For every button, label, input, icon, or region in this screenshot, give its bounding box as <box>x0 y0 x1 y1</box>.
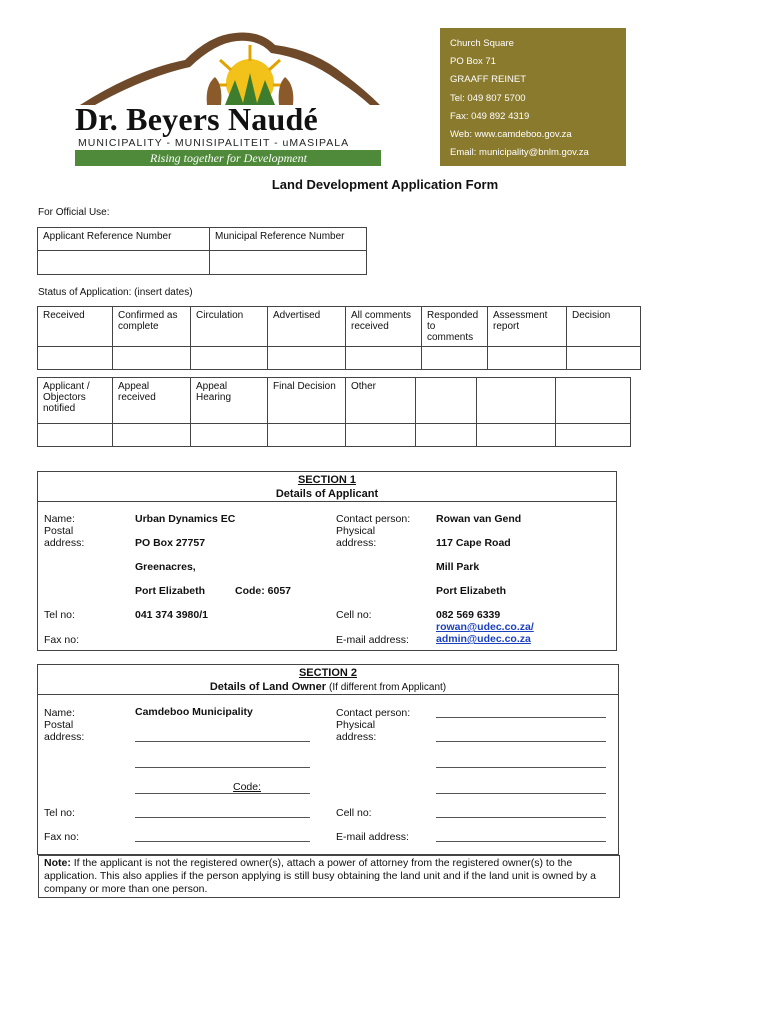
owner-email-field[interactable] <box>436 841 606 842</box>
owner-cell-field[interactable] <box>436 817 606 818</box>
applicant-postal-2[interactable]: Greenacres, <box>135 561 196 573</box>
applicant-name[interactable]: Urban Dynamics EC <box>135 513 236 525</box>
section-land-owner <box>37 664 619 855</box>
owner-fax-field[interactable] <box>135 841 310 842</box>
status-header: Circulation <box>191 307 268 347</box>
status-table-2 <box>37 377 631 447</box>
contact-line: Church Square <box>450 38 514 49</box>
tel-value[interactable]: 041 374 3980/1 <box>135 609 208 621</box>
owner-name[interactable]: Camdeboo Municipality <box>135 706 253 718</box>
form-title: Land Development Application Form <box>271 177 499 192</box>
status-date-field[interactable] <box>113 347 191 370</box>
physical-address-1[interactable]: 117 Cape Road <box>436 537 511 549</box>
status-date-field[interactable] <box>346 347 422 370</box>
physical-label: Physical <box>336 525 376 537</box>
owner-physical-field-2[interactable] <box>436 767 606 768</box>
contact-person-label: Contact person: <box>336 513 411 525</box>
status-header <box>556 378 631 424</box>
status-header: Applicant / Objectors notified <box>38 378 113 424</box>
section-2-title: SECTION 2 <box>298 667 358 679</box>
cell-value[interactable]: 082 569 6339 <box>436 609 501 621</box>
section-1-header <box>38 472 616 502</box>
tel-label: Tel no: <box>44 609 75 621</box>
contact-person[interactable]: Rowan van Gend <box>436 513 522 525</box>
physical-label: Physical <box>336 719 376 731</box>
owner-postal-field-3[interactable] <box>135 793 310 794</box>
section-2-subtitle: Details of Land Owner <box>209 681 326 693</box>
name-label: Name: <box>44 513 75 525</box>
section-2-header <box>38 665 618 695</box>
contact-line: Fax: 049 892 4319 <box>450 110 530 122</box>
owner-postal-field-1[interactable] <box>135 741 310 742</box>
section-2-subtitle-note: (If different from Applicant) <box>329 682 447 693</box>
cell-label: Cell no: <box>336 807 372 819</box>
email-link-1[interactable]: rowan@udec.co.za/ <box>436 621 534 633</box>
status-date-field[interactable] <box>113 424 191 447</box>
contact-line: GRAAFF REINET <box>450 74 527 86</box>
status-header: All comments received <box>346 307 422 347</box>
status-header: Decision <box>567 307 641 347</box>
mountain-emblem-icon <box>75 25 385 105</box>
status-header: Responded to comments <box>422 307 488 347</box>
applicant-ref-header: Applicant Reference Number <box>38 228 210 251</box>
section-1-subtitle: Details of Applicant <box>275 488 379 500</box>
status-label: Status of Application: (insert dates) <box>38 287 193 298</box>
status-date-field[interactable] <box>346 424 416 447</box>
address-label: address: <box>44 537 85 549</box>
tagline: Rising together for Development <box>150 151 307 165</box>
email-link-2[interactable]: admin@udec.co.za <box>436 633 531 645</box>
status-header: Advertised <box>268 307 346 347</box>
postal-label: Postal <box>44 719 74 731</box>
status-header: Final Decision <box>268 378 346 424</box>
applicant-postal-3[interactable]: Port Elizabeth <box>135 585 206 597</box>
email-label: E-mail address: <box>336 634 409 646</box>
address-label: address: <box>44 731 85 743</box>
official-use-label: For Official Use: <box>38 207 110 218</box>
official-use-table <box>37 227 367 275</box>
status-date-field[interactable] <box>191 347 268 370</box>
owner-postal-field-2[interactable] <box>135 767 310 768</box>
fax-label: Fax no: <box>44 634 80 646</box>
status-header: Appeal received <box>113 378 191 424</box>
contact-line: Tel: 049 807 5700 <box>450 92 526 104</box>
cell-label: Cell no: <box>336 609 372 621</box>
municipal-ref-field[interactable] <box>210 251 367 275</box>
status-header: Confirmed as complete <box>113 307 191 347</box>
status-date-field[interactable] <box>38 424 113 447</box>
owner-tel-field[interactable] <box>135 817 310 818</box>
name-label: Name: <box>44 707 75 719</box>
org-name: Dr. Beyers Naudé <box>75 101 318 137</box>
note-box <box>38 855 620 898</box>
status-date-field[interactable] <box>422 347 488 370</box>
status-date-field[interactable] <box>416 424 477 447</box>
section-1-title: SECTION 1 <box>297 474 357 486</box>
status-date-field[interactable] <box>567 347 641 370</box>
contact-box <box>440 28 626 166</box>
note-text: If the applicant is not the registered owner(s), attach a power of attorney from the registered owner(s) to the application. This also applies if the person applying is still busy obtaining the land unit and if the land unit is owned by a company or more than one person. <box>44 857 596 895</box>
physical-address-3[interactable]: Port Elizabeth <box>436 585 507 597</box>
note-label: Note: <box>44 857 71 869</box>
owner-physical-field-3[interactable] <box>436 793 606 794</box>
email-label: E-mail address: <box>336 831 409 843</box>
status-date-field[interactable] <box>268 347 346 370</box>
status-header: Assessment report <box>488 307 567 347</box>
code-label: Code: <box>233 781 262 793</box>
contact-line: Email: municipality@bnlm.gov.za <box>450 147 589 159</box>
applicant-postal-code[interactable]: Code: 6057 <box>235 585 292 597</box>
contact-line: PO Box 71 <box>450 56 496 68</box>
physical-address-2[interactable]: Mill Park <box>436 561 480 573</box>
owner-contact-field[interactable] <box>436 717 606 718</box>
municipal-ref-header: Municipal Reference Number <box>210 228 367 251</box>
physical-address-label: address: <box>336 731 377 743</box>
status-date-field[interactable] <box>191 424 268 447</box>
status-date-field[interactable] <box>556 424 631 447</box>
status-header <box>416 378 477 424</box>
status-header: Received <box>38 307 113 347</box>
status-date-field[interactable] <box>268 424 346 447</box>
fax-label: Fax no: <box>44 831 80 843</box>
status-date-field[interactable] <box>488 347 567 370</box>
physical-address-label: address: <box>336 537 377 549</box>
status-header: Appeal Hearing <box>191 378 268 424</box>
status-table <box>37 306 641 370</box>
applicant-postal-1[interactable]: PO Box 27757 <box>135 537 206 549</box>
status-date-field[interactable] <box>38 347 113 370</box>
postal-label: Postal <box>44 525 74 537</box>
contact-line: Web: www.camdeboo.gov.za <box>450 128 572 140</box>
status-header <box>477 378 556 424</box>
applicant-ref-field[interactable] <box>38 251 210 275</box>
tel-label: Tel no: <box>44 807 75 819</box>
status-header: Other <box>346 378 416 424</box>
status-date-field[interactable] <box>477 424 556 447</box>
owner-physical-field-1[interactable] <box>436 741 606 742</box>
municipality-logo <box>75 25 385 167</box>
org-subtitle: MUNICIPALITY - MUNISIPALITEIT - uMASIPALA <box>78 137 350 149</box>
contact-person-label: Contact person: <box>336 707 411 719</box>
